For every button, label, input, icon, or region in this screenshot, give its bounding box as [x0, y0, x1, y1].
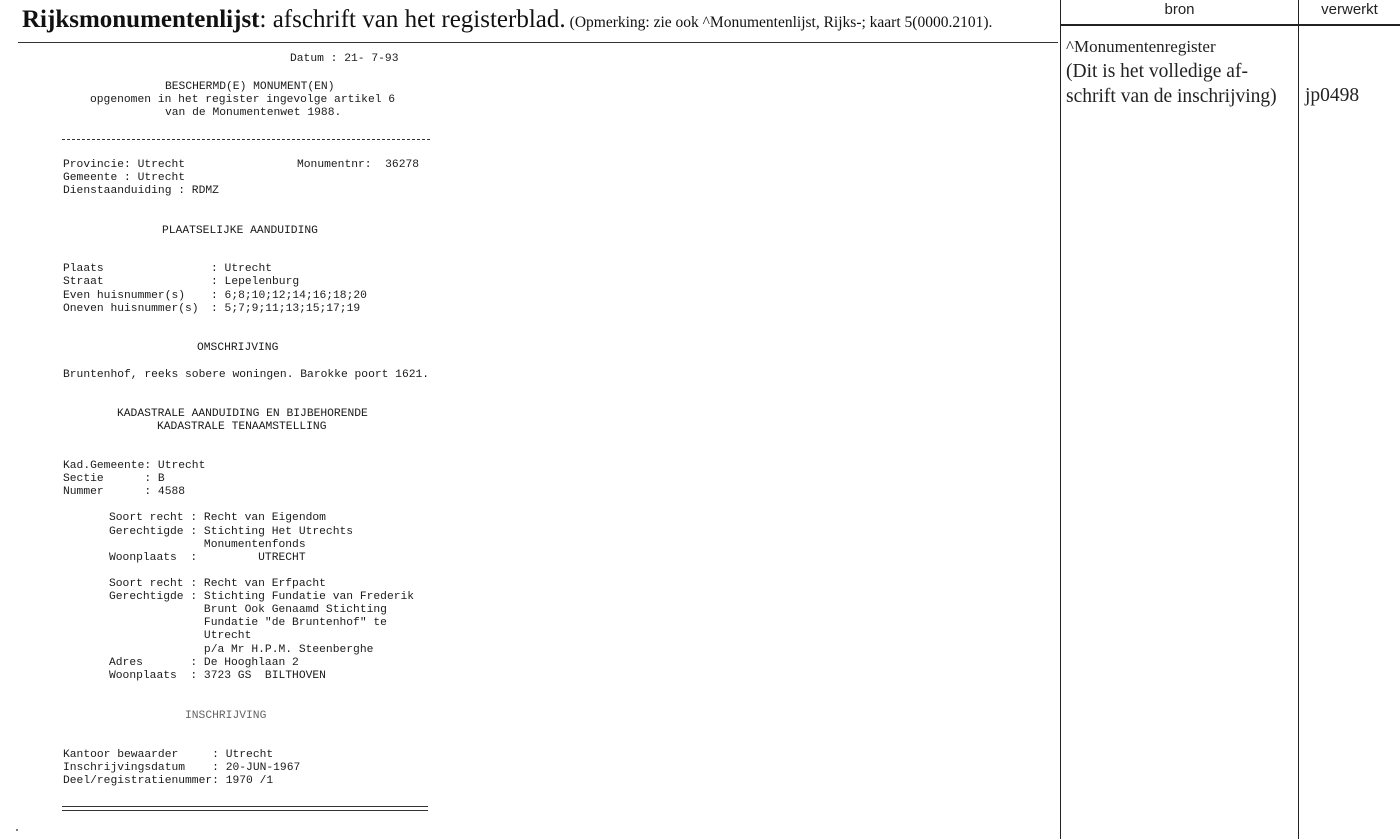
plaats-label: Plaats	[63, 263, 104, 275]
kantoor-line: Kantoor bewaarder : Utrecht	[63, 749, 274, 761]
straat-label: Straat	[63, 276, 104, 288]
kadastrale-title-1: KADASTRALE AANDUIDING EN BIJBEHORENDE	[117, 408, 368, 420]
recht2-soort: Soort recht : Recht van Erfpacht	[109, 578, 326, 590]
omschrijving-text: Bruntenhof, reeks sobere woningen. Barokke poort 1621.	[63, 369, 430, 381]
verwerkt-entry: jp0498	[1305, 85, 1360, 106]
plaats-value: : Utrecht	[211, 263, 273, 275]
recht1-gerechtigde-1: Gerechtigde : Stichting Het Utrechts	[109, 526, 354, 538]
kadastrale-title-2: KADASTRALE TENAAMSTELLING	[157, 421, 327, 433]
inschrijving-title: INSCHRIJVING	[185, 710, 267, 722]
card-note: (Opmerking: zie ook ^Monumentenlijst, Rijks-; kaart 5(0000.2101).	[569, 14, 993, 31]
nummer-line: Nummer : 4588	[63, 486, 186, 498]
card-title: Rijksmonumentenlijst	[22, 6, 260, 33]
even-label: Even huisnummer(s)	[63, 290, 186, 302]
sectie-line: Sectie : B	[63, 473, 165, 485]
recht2-adres: Adres : De Hooghlaan 2	[109, 657, 299, 669]
card-subtitle: : afschrift van het registerblad.	[259, 6, 566, 33]
recht1-woonplaats: Woonplaats : UTRECHT	[109, 552, 306, 564]
column-header-verwerkt: verwerkt	[1321, 1, 1378, 18]
omschrijving-title: OMSCHRIJVING	[197, 342, 279, 354]
recht2-woonplaats: Woonplaats : 3723 GS BILTHOVEN	[109, 670, 326, 682]
column-header-rule	[1060, 24, 1400, 26]
deel-line: Deel/registratienummer: 1970 /1	[63, 775, 274, 787]
scan-speck	[16, 829, 18, 831]
bron-entry	[1066, 34, 1298, 109]
heading-line-2: opgenomen in het register ingevolge artikel 6	[90, 94, 396, 106]
recht2-gerechtigde-3: Fundatie "de Bruntenhof" te	[109, 617, 387, 629]
heading-line-1: BESCHERMD(E) MONUMENT(EN)	[165, 81, 335, 93]
heading-line-3: van de Monumentenwet 1988.	[165, 107, 342, 119]
double-rule	[62, 806, 428, 811]
bron-line-2: (Dit is het volledige af-	[1066, 61, 1248, 82]
recht2-gerechtigde-1: Gerechtigde : Stichting Fundatie van Frederik	[109, 591, 415, 603]
dashed-separator	[62, 139, 430, 140]
dienst-line: Dienstaanduiding : RDMZ	[63, 185, 219, 197]
header-rule	[18, 42, 1058, 43]
column-divider-verwerkt	[1298, 0, 1299, 839]
oneven-value: : 5;7;9;11;13;15;17;19	[211, 303, 361, 315]
card-header	[22, 6, 1058, 34]
even-value: : 6;8;10;12;14;16;18;20	[211, 290, 367, 302]
recht2-gerechtigde-4: Utrecht	[109, 630, 252, 642]
kad-gemeente-line: Kad.Gemeente: Utrecht	[63, 460, 206, 472]
column-divider-bron	[1060, 0, 1061, 839]
recht2-gerechtigde-2: Brunt Ook Genaamd Stichting	[109, 604, 387, 616]
datum-line: Datum : 21- 7-93	[290, 53, 399, 65]
gemeente-line: Gemeente : Utrecht	[63, 172, 186, 184]
bron-line-3: schrift van de inschrijving)	[1066, 86, 1277, 107]
bron-line-1: ^Monumentenregister	[1066, 37, 1216, 56]
plaatselijke-title: PLAATSELIJKE AANDUIDING	[162, 225, 318, 237]
recht1-soort: Soort recht : Recht van Eigendom	[109, 512, 326, 524]
provincie-line: Provincie: Utrecht	[63, 159, 186, 171]
monumentnr-line: Monumentnr: 36278	[297, 159, 420, 171]
recht2-gerechtigde-5: p/a Mr H.P.M. Steenberghe	[109, 644, 374, 656]
oneven-label: Oneven huisnummer(s)	[63, 303, 199, 315]
straat-value: : Lepelenburg	[211, 276, 300, 288]
recht1-gerechtigde-2: Monumentenfonds	[109, 539, 306, 551]
inschrijvingsdatum-line: Inschrijvingsdatum : 20-JUN-1967	[63, 762, 301, 774]
column-header-bron: bron	[1164, 1, 1195, 18]
